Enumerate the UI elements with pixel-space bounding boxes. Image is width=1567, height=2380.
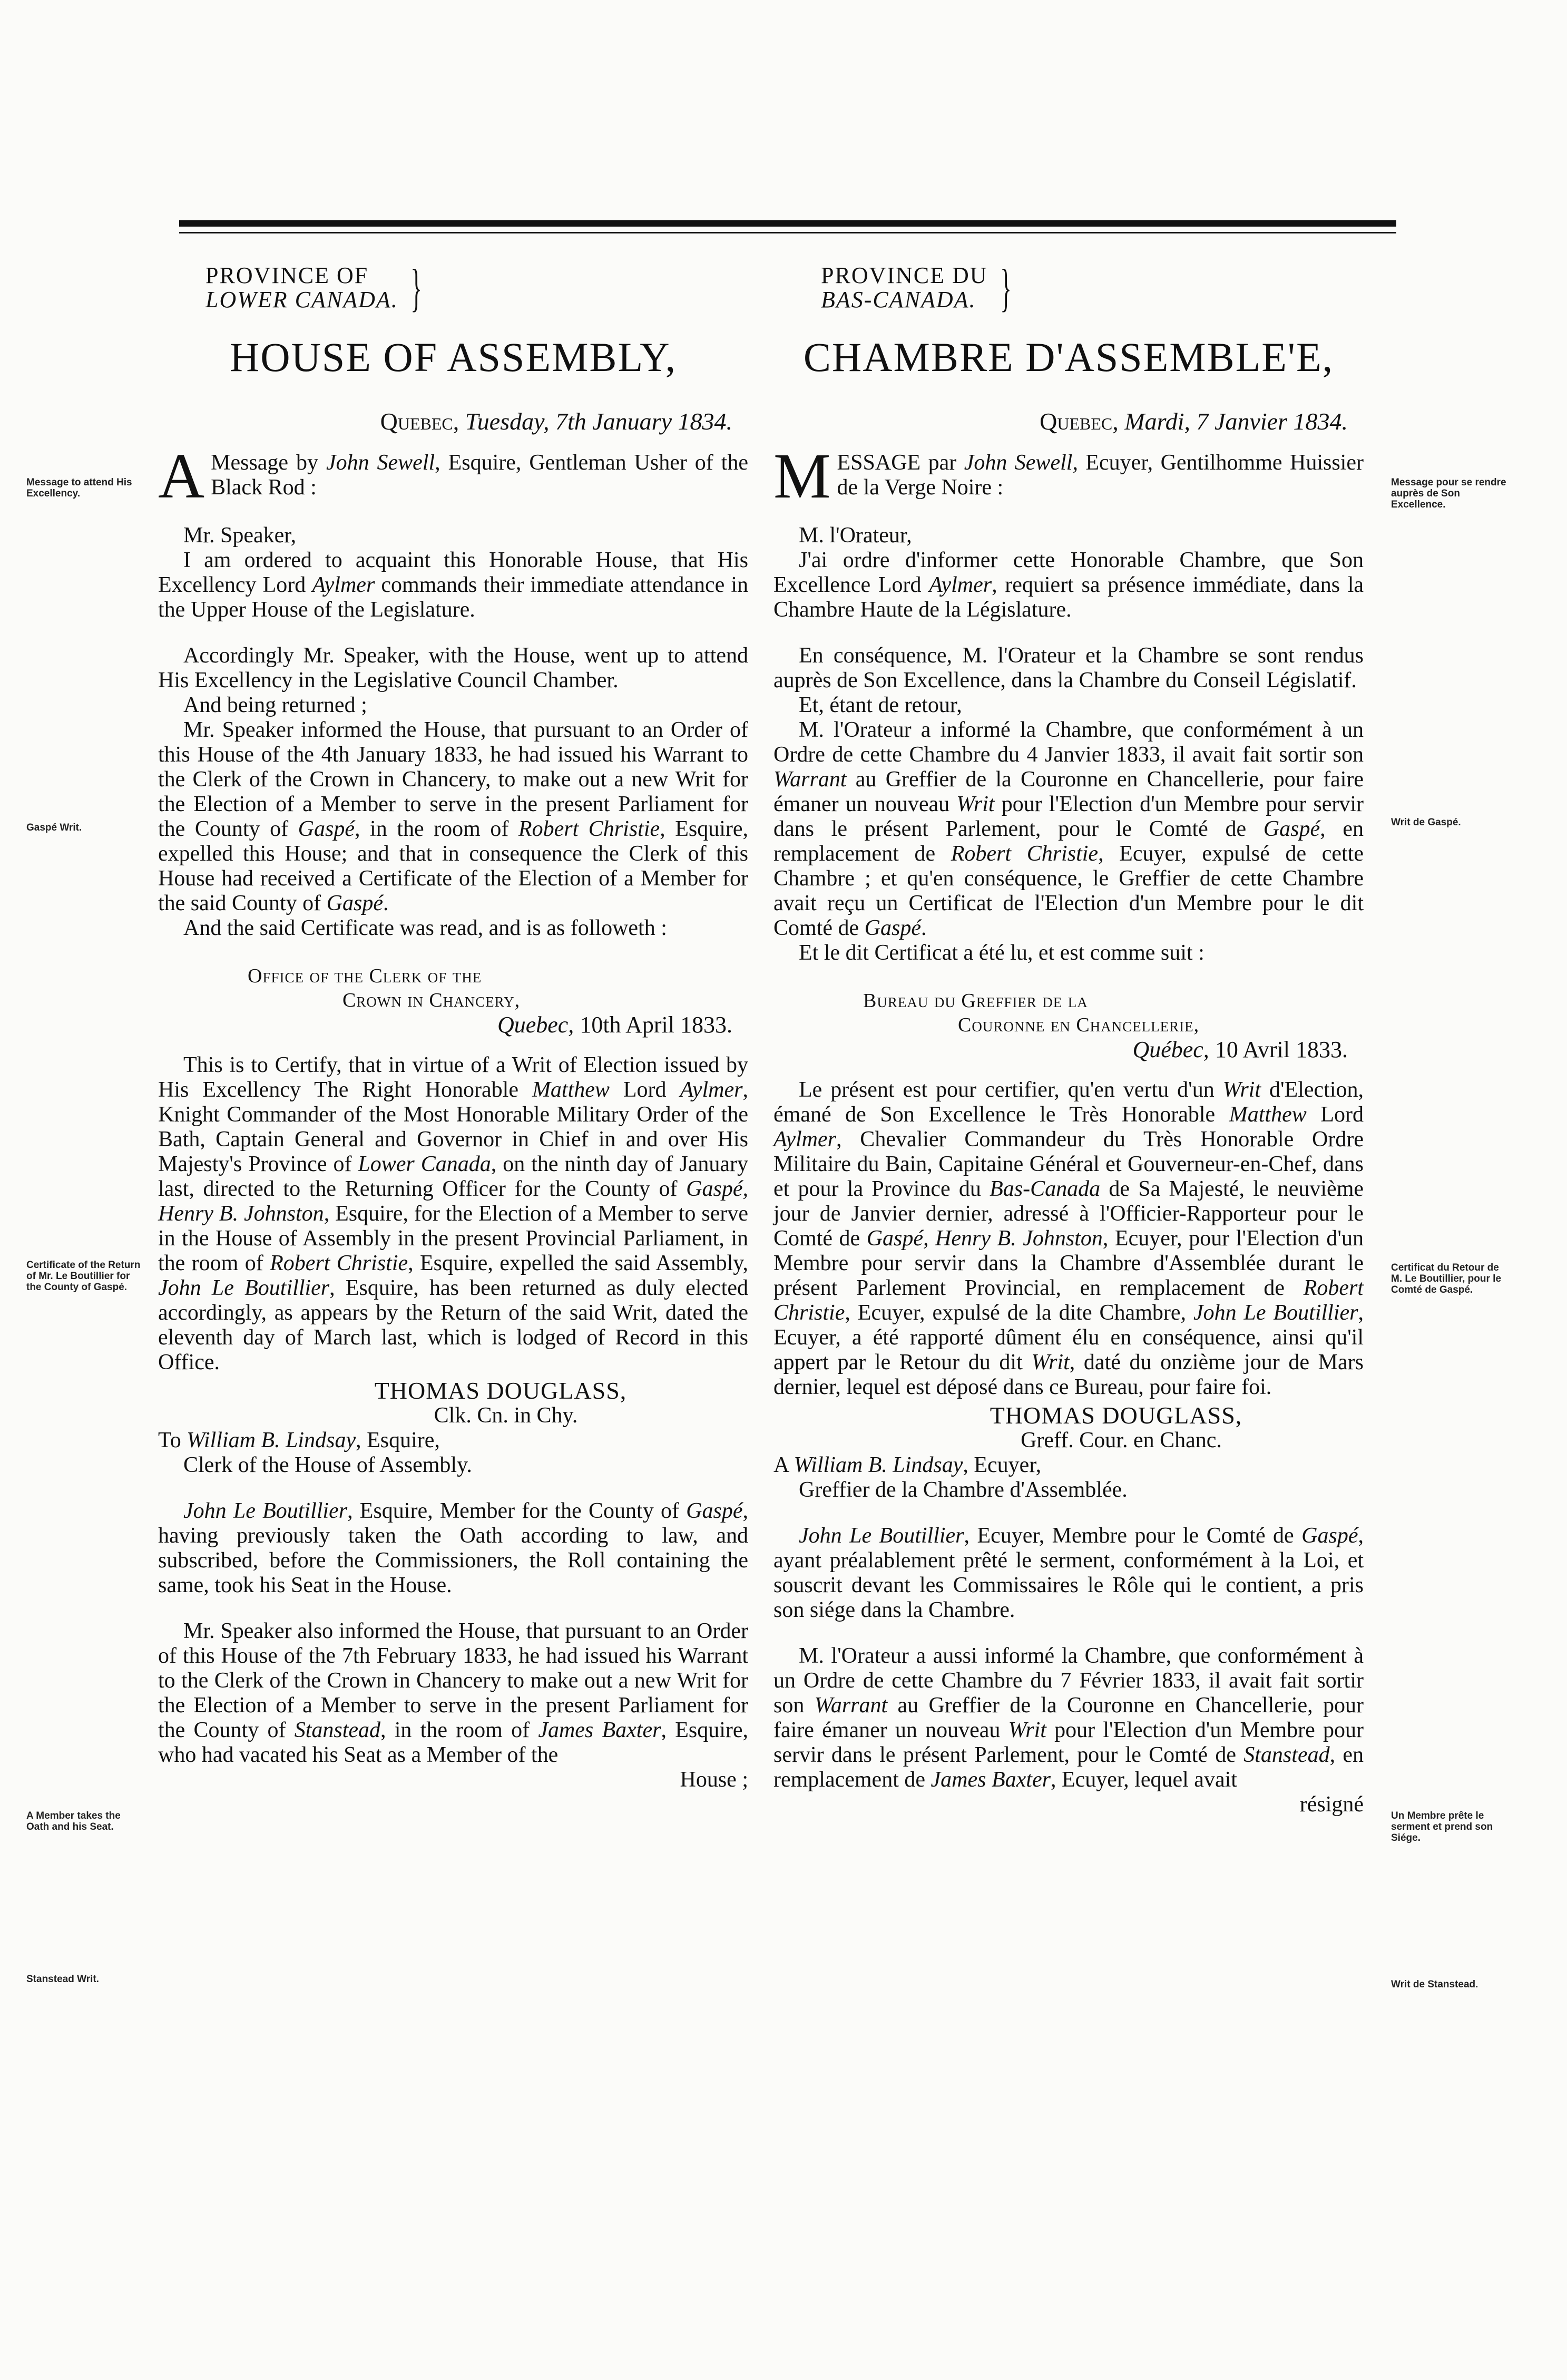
text-run: , en remplacement de [773,817,1364,866]
drop-cap: M [773,441,831,512]
french-column [773,258,1364,1817]
person-name: Gaspé, Henry B. Johnston [158,1177,748,1226]
page-heading: CHAMBRE D'ASSEMBLE'E, [803,334,1334,380]
province-line-2: BAS-CANADA. [821,287,976,313]
office-date-day: 10th April 1833. [574,1012,732,1038]
catchword: House ; [680,1768,748,1792]
person-name: Robert Christie [951,842,1099,866]
place-name: Gaspé [298,817,355,841]
text-run: , Esquire, [356,1428,440,1452]
province-line-2: LOWER CANADA. [205,287,398,313]
text-run: , Esquire, who had vacated his Seat as a Member of the [158,1718,748,1767]
text-run: d'Election, émané de Son Excellence le Très Honorable [773,1078,1364,1127]
person-name: John Le Boutillier [158,1276,330,1300]
dateline-city: Quebec, [1040,408,1119,435]
person-name: Aylmer [773,1127,836,1152]
person-name: Robert Christie [773,1276,1364,1325]
catchword: résigné [1299,1792,1364,1817]
text-run: , Esquire, expelled the said Assembly, [408,1251,749,1275]
page-heading: HOUSE OF ASSEMBLY, [229,334,677,380]
person-name: John Le Boutillier [183,1499,348,1523]
text-run: To [158,1428,187,1452]
signature-title: Greff. Cour. en Chanc. [1021,1428,1222,1452]
dateline [773,409,1348,434]
accordingly-paragraph: Accordingly Mr. Speaker, with the House, went up to attend His Excellency in the Legislative Council Chamber. [158,643,748,692]
returned-line: And being returned ; [183,693,367,717]
margin-note-left: Message to attend His Excellency. [26,477,132,499]
certificate-read-line: And the said Certificate was read, and is as followeth : [183,916,667,940]
text-run: A [773,1453,794,1477]
text-run: commands their immediate attendance in the Upper House of the Legislature. [158,573,749,622]
returned-line: Et, étant de retour, [799,693,962,717]
person-name: Matthew [1229,1103,1307,1127]
term: Writ [1222,1078,1261,1102]
text-run: M. l'Orateur a informé la Chambre, que conformément à un Ordre de cette Chambre du 4 Janvier 1833, il avait fait sortir son [773,718,1364,767]
office-line-2: Couronne en Chancellerie, [958,1014,1200,1036]
text-run: , en remplacement de [773,1743,1364,1792]
person-name: Aylmer [929,573,992,597]
message-paragraph [158,441,748,512]
speaker-message [158,548,748,622]
person-name: William B. Lindsay [187,1428,356,1452]
addressee-title: Clerk of the House of Assembly. [183,1453,472,1477]
text-run: Mr. Speaker informed the House, that pursuant to an Order of this House of the 4th January 1833, he had issued his Warrant to the Clerk of the Crown in Chancery, to make out a new Writ for the Election of a Member to serve in the present Parliament for the County of [158,718,748,841]
text-run: , Ecuyer, lequel avait [1050,1768,1237,1792]
text-run: M. l'Orateur a aussi informé la Chambre, que conformément à un Ordre de cette Chambre du 7 Février 1833, il avait fait sortir son [773,1644,1364,1718]
person-name: James Baxter [931,1768,1051,1792]
person-name: Gaspé, Henry B. Johnston [866,1226,1103,1251]
top-rule-thin [179,232,1396,233]
text-run: Le présent est pour certifier, qu'en vertu d'un [799,1078,1223,1102]
province-line-1: PROVINCE DU [821,262,988,288]
stanstead-paragraph [158,1619,748,1768]
text-run: , Esquire, expelled this House; and that in consequence the Clerk of this House had received a Certificate of the Election of a Member for the said County of [158,817,749,915]
text-run: , Knight Commander of the Most Honorable Military Order of the Bath, Captain General and Governor in Chief in and over His Majesty's Province of [158,1078,748,1176]
certificate-paragraph [158,1053,748,1375]
place-name: Gaspé [686,1499,743,1523]
text-run: Lord [1306,1103,1364,1127]
margin-note-right: Writ de Stanstead. [1391,1979,1478,1990]
text-run: pour l'Election d'un Membre pour servir dans le présent Parlement, pour le Comté de [773,792,1364,841]
top-rule-thick [179,220,1396,227]
accordingly-paragraph: En conséquence, M. l'Orateur et la Chambre se sont rendus auprès de Son Excellence, dans la Chambre du Conseil Législatif. [773,643,1364,692]
text-run: Message by [211,451,326,475]
signature-name: THOMAS DOUGLASS, [374,1377,627,1404]
text-run: , Ecuyer, pour l'Election d'un Membre pour servir dans la Chambre d'Assemblée durant le présent Parlement Provincial, en remplacement de [773,1226,1364,1300]
place-name: Lower Canada [358,1152,491,1176]
office-date [158,1012,732,1037]
office-date-city: Québec, [1132,1037,1209,1062]
margin-note-right: Un Membre prête le serment et prend son Siége. [1391,1810,1493,1843]
office-heading [863,989,1364,1037]
text-run: . [920,916,927,940]
person-name: John Sewell [964,451,1073,475]
text-run: , Esquire, Gentleman Usher of the Black Rod : [211,451,748,500]
seat-paragraph [158,1499,748,1598]
person-name: James Baxter [538,1718,661,1742]
text-run: I am ordered to acquaint this Honorable House, that His Excellency Lord [158,548,748,597]
person-name: Aylmer [680,1078,743,1102]
person-name: Robert Christie [518,817,660,841]
text-run: , Esquire, Member for the County of [347,1499,687,1523]
gaspe-writ-paragraph [773,718,1364,941]
margin-note-right: Writ de Gaspé. [1391,817,1461,828]
person-name: John Le Boutillier [1193,1301,1358,1325]
province-block [205,258,748,317]
text-run: , ayant préalablement prêté le serment, conformément à la Loi, et souscrit devant les Commissaires le Rôle qui le contient, a pris son siége dans la Chambre. [773,1524,1364,1622]
seat-paragraph [773,1524,1364,1623]
person-name: Matthew [532,1078,610,1102]
certificate-read-line: Et le dit Certificat a été lu, et est comme suit : [799,941,1204,965]
margin-note-left: Stanstead Writ. [26,1974,99,1985]
person-name: John Le Boutillier [799,1524,964,1548]
brace-glyph: } [410,258,422,317]
dateline [158,409,732,434]
margin-note-right: Message pour se rendre auprès de Son Excellence. [1391,477,1506,510]
text-run: , Esquire, for the Election of a Member to serve in the House of Assembly in the present Provincial Parliament, in the room of [158,1202,748,1275]
margin-note-left: A Member takes the Oath and his Seat. [26,1810,121,1832]
margin-note-left: Gaspé Writ. [26,822,82,833]
margin-note-right: Certificat du Retour de M. Le Boutillier, pour le Comté de Gaspé. [1391,1262,1502,1295]
speaker-address: M. l'Orateur, [799,523,912,548]
signature-name: THOMAS DOUGLASS, [990,1402,1242,1429]
dateline-date: Tuesday, 7th January 1834. [465,408,732,435]
dateline-date: Mardi, 7 Janvier 1834. [1124,408,1348,435]
certificate-paragraph [773,1078,1364,1400]
office-date [773,1037,1348,1062]
place-name: Gaspé [326,891,383,915]
place-name: Bas-Canada [990,1177,1101,1201]
text-run: , Chevalier Commandeur du Très Honorable Ordre Militaire du Bain, Capitaine Général et Gouverneur-en-Chef, dans et pour la Province du [773,1127,1364,1201]
person-name: Robert Christie [270,1251,408,1275]
term: Writ [1031,1350,1070,1374]
text-run: pour l'Election d'un Membre pour servir dans le présent Parlement, pour le Comté de [773,1718,1364,1767]
place-name: Gaspé [1301,1524,1358,1548]
person-name: Aylmer [312,573,375,597]
speaker-message [773,548,1364,622]
speaker-address: Mr. Speaker, [183,523,297,548]
text-run: Lord [609,1078,680,1102]
margin-note-left: Certificate of the Return of Mr. Le Boutillier for the County of Gaspé. [26,1260,141,1293]
text-run: , requiert sa présence immédiate, dans la Chambre Haute de la Législature. [773,573,1364,622]
text-run: , Ecuyer, Gentilhomme Huissier de la Verge Noire : [837,451,1364,500]
text-run: , in the room of [355,817,518,841]
text-run: , Ecuyer, expulsé de cette Chambre ; et qu'en conséquence, le Greffier de cette Chambre avait reçu un Certificat de l'Election d'un Membre pour le dit Comté de [773,842,1364,940]
person-name: William B. Lindsay [794,1453,963,1477]
term: Writ [1008,1718,1046,1742]
text-run: This is to Certify, that in virtue of a Writ of Election issued by His Excellency The Right Honorable [158,1053,748,1102]
term: Warrant [814,1693,888,1718]
text-run: au Greffier de la Couronne en Chancellerie, pour faire émaner un nouveau [773,767,1364,816]
addressee-line [773,1453,1364,1478]
term: Warrant [773,767,847,792]
office-line-2: Crown in Chancery, [342,989,521,1011]
text-run: , in the room of [380,1718,538,1742]
dateline-city: Quebec, [380,408,459,435]
person-name: John Sewell [326,451,435,475]
text-run: , daté du onzième jour de Mars dernier, lequel est déposé dans ce Bureau, pour faire foi. [773,1350,1364,1399]
addressee-title: Greffier de la Chambre d'Assemblée. [799,1478,1128,1502]
text-run: , Esquire, has been returned as duly elected accordingly, as appears by the Return of the said Writ, dated the eleventh day of March last, which is lodged of Record in this Office. [158,1276,748,1374]
message-paragraph [773,441,1364,512]
text-run: . [383,891,389,915]
office-date-city: Quebec, [497,1012,574,1038]
office-heading [248,964,748,1012]
message-text [211,451,748,500]
stanstead-paragraph [773,1644,1364,1792]
drop-cap: A [158,441,205,512]
text-run: , Ecuyer, Membre pour le Comté de [964,1524,1302,1548]
office-line-1: Office of the Clerk of the [248,965,482,987]
brace-glyph: } [1000,258,1012,317]
place-name: Stanstead [294,1718,381,1742]
place-name: Gaspé [864,916,921,940]
place-name: Stanstead [1243,1743,1330,1767]
text-run: , on the ninth day of January last, directed to the Returning Officer for the County of [158,1152,749,1201]
text-run: , Ecuyer, a été rapporté dûment élu en conséquence, ainsi qu'il appert par le Retour du dit [773,1301,1364,1374]
office-date-day: 10 Avril 1833. [1209,1037,1348,1062]
text-run: au Greffier de la Couronne en Chancellerie, pour faire émaner un nouveau [773,1693,1364,1742]
english-column [158,258,749,1792]
text-run: J'ai ordre d'informer cette Honorable Chambre, que Son Excellence Lord [773,548,1364,597]
place-name: Gaspé [1263,817,1320,841]
text-run: de Sa Majesté, le neuvième jour de Janvier dernier, adressé à l'Officier-Rapporteur pour le Comté de [773,1177,1364,1251]
addressee-line [158,1428,748,1453]
gaspe-writ-paragraph [158,718,748,916]
text-run: ESSAGE par [837,451,964,475]
text-run: , Ecuyer, expulsé de la dite Chambre, [845,1301,1193,1325]
message-text [837,451,1364,500]
province-block [821,258,1364,317]
signature-title: Clk. Cn. in Chy. [434,1403,578,1428]
text-run: , having previously taken the Oath according to law, and subscribed, before the Commissioners, the Roll containing the same, took his Seat in the House. [158,1499,748,1597]
text-run: Mr. Speaker also informed the House, that pursuant to an Order of this House of the 7th February 1833, he had issued his Warrant to the Clerk of the Crown in Chancery to make out a new Writ for the Election of a Member to serve in the present Parliament for the County of [158,1619,748,1742]
text-run: , Ecuyer, [963,1453,1042,1477]
province-line-1: PROVINCE OF [205,262,369,288]
term: Writ [956,792,995,816]
office-line-1: Bureau du Greffier de la [863,990,1088,1012]
